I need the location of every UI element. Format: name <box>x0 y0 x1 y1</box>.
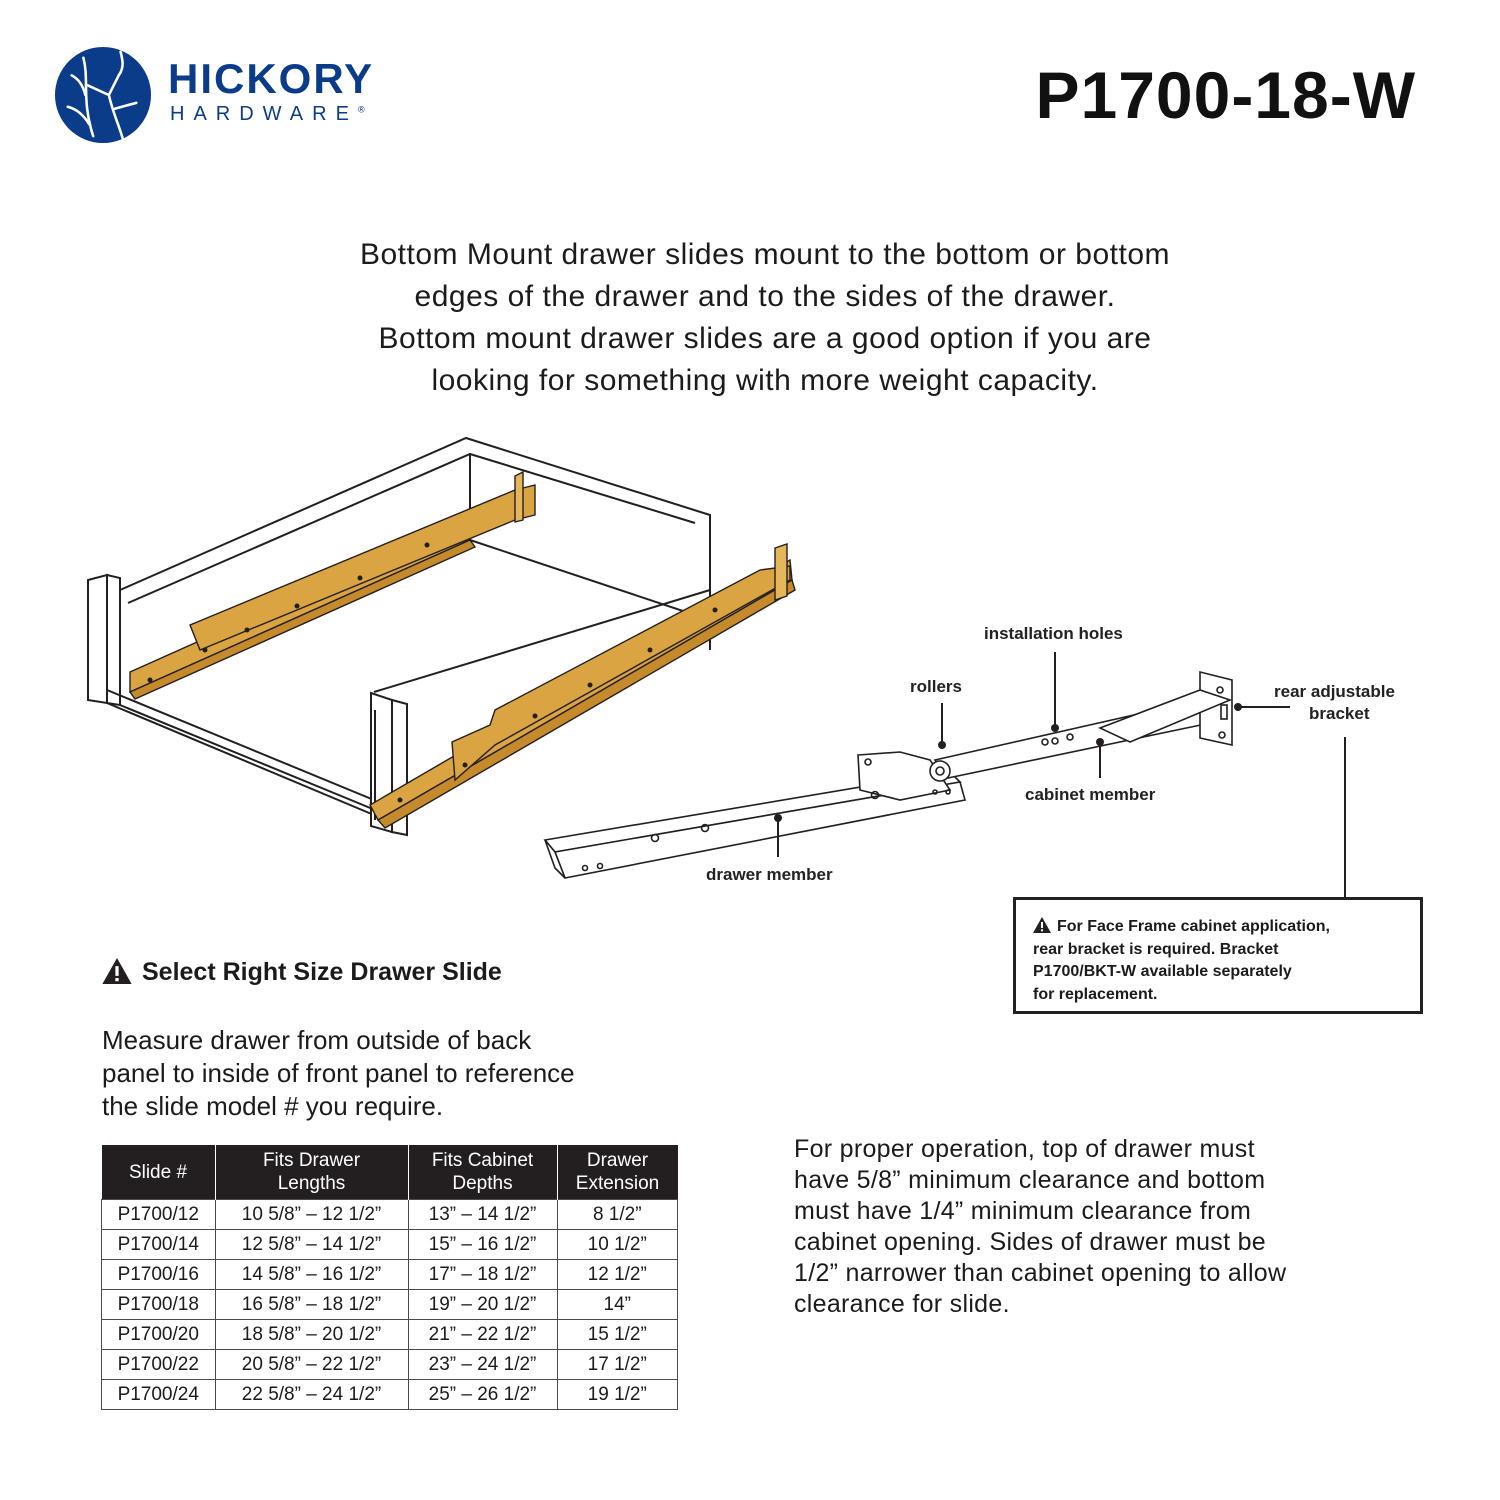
table-row <box>102 1350 678 1380</box>
warning-triangle-icon <box>1033 917 1051 933</box>
header-fits-drawer: Fits Drawer Lengths <box>215 1145 408 1200</box>
cell: P1700/24 <box>102 1380 216 1410</box>
intro-paragraph <box>200 234 1330 402</box>
cell: P1700/22 <box>102 1350 216 1380</box>
cell: P1700/12 <box>102 1200 216 1230</box>
cell: 14” <box>557 1290 678 1320</box>
warning-triangle-icon <box>102 958 132 984</box>
intro-line: looking for something with more weight capacity. <box>431 364 1099 397</box>
cell: P1700/14 <box>102 1230 216 1260</box>
table-row <box>102 1320 678 1350</box>
cell: 19” – 20 1/2” <box>408 1290 557 1320</box>
cell: 8 1/2” <box>557 1200 678 1230</box>
cell: 10 5/8” – 12 1/2” <box>215 1200 408 1230</box>
slide-detail-drawing <box>545 672 1232 878</box>
table-row <box>102 1290 678 1320</box>
operation-instructions <box>794 1134 1394 1320</box>
intro-line: Bottom Mount drawer slides mount to the bottom or bottom <box>359 238 1171 271</box>
cell: 22 5/8” – 24 1/2” <box>215 1380 408 1410</box>
operation-line: cabinet opening. Sides of drawer must be <box>794 1228 1266 1256</box>
product-code: P1700-18-W <box>1035 58 1416 132</box>
cell: 17” – 18 1/2” <box>408 1260 557 1290</box>
header-drawer-extension: Drawer Extension <box>557 1145 678 1200</box>
cell: 18 5/8” – 20 1/2” <box>215 1320 408 1350</box>
table-row <box>102 1200 678 1230</box>
brand-subname: HARDWARE® <box>170 103 365 125</box>
operation-line: For proper operation, top of drawer must <box>794 1135 1255 1163</box>
cell: 13” – 14 1/2” <box>408 1200 557 1230</box>
table-row <box>102 1230 678 1260</box>
header-slide: Slide # <box>102 1145 216 1200</box>
callout-rear-bracket-line1: rear adjustable <box>1274 682 1395 701</box>
measure-line: the slide model # you require. <box>102 1091 444 1121</box>
warning-line: rear bracket is required. Bracket <box>1033 940 1279 958</box>
cell: 19 1/2” <box>557 1380 678 1410</box>
face-frame-warning-box <box>1013 897 1423 1014</box>
cell: P1700/16 <box>102 1260 216 1290</box>
cell: 15 1/2” <box>557 1320 678 1350</box>
callout-drawer-member: drawer member <box>706 865 833 884</box>
measure-line: Measure drawer from outside of back <box>102 1025 532 1055</box>
cell: 12 1/2” <box>557 1260 678 1290</box>
operation-line: must have 1/4” minimum clearance from <box>794 1197 1252 1225</box>
callout-rear-bracket-line2: bracket <box>1309 704 1370 723</box>
callout-rollers: rollers <box>910 677 962 696</box>
measure-instructions <box>102 1024 682 1123</box>
select-size-heading: Select Right Size Drawer Slide <box>102 958 502 987</box>
table-header-row <box>102 1145 678 1200</box>
measure-line: panel to inside of front panel to reference <box>102 1058 575 1088</box>
operation-line: have 5/8” minimum clearance and bottom <box>794 1166 1266 1194</box>
brand-name: HICKORY <box>168 55 375 102</box>
intro-line: edges of the drawer and to the sides of the drawer. <box>414 280 1116 313</box>
callout-installation-holes: installation holes <box>984 624 1123 643</box>
cell: 23” – 24 1/2” <box>408 1350 557 1380</box>
drawer-box-drawing <box>88 438 710 835</box>
operation-line: clearance for slide. <box>794 1290 1010 1318</box>
header-fits-cabinet: Fits Cabinet Depths <box>408 1145 557 1200</box>
operation-line: 1/2” narrower than cabinet opening to allow <box>794 1259 1287 1287</box>
slide-size-table <box>101 1145 678 1410</box>
warning-line: For Face Frame cabinet application, <box>1057 918 1330 935</box>
cell: 17 1/2” <box>557 1350 678 1380</box>
left-slide-drawing <box>130 472 535 699</box>
cell: 10 1/2” <box>557 1230 678 1260</box>
cell: 15” – 16 1/2” <box>408 1230 557 1260</box>
table-row <box>102 1380 678 1410</box>
hickory-logo-icon <box>54 46 152 144</box>
warning-line: for replacement. <box>1033 985 1158 1003</box>
cell: 25” – 26 1/2” <box>408 1380 557 1410</box>
table-row <box>102 1260 678 1290</box>
drawer-slide-illustration <box>0 430 1500 900</box>
cell: 14 5/8” – 16 1/2” <box>215 1260 408 1290</box>
cell: 21” – 22 1/2” <box>408 1320 557 1350</box>
cell: 12 5/8” – 14 1/2” <box>215 1230 408 1260</box>
right-slide-drawing <box>370 544 795 828</box>
cell: 20 5/8” – 22 1/2” <box>215 1350 408 1380</box>
intro-line: Bottom mount drawer slides are a good option if you are <box>378 322 1152 355</box>
cell: P1700/20 <box>102 1320 216 1350</box>
warning-line: P1700/BKT-W available separately <box>1033 963 1292 980</box>
cell: P1700/18 <box>102 1290 216 1320</box>
callout-cabinet-member: cabinet member <box>1025 785 1156 804</box>
cell: 16 5/8” – 18 1/2” <box>215 1290 408 1320</box>
